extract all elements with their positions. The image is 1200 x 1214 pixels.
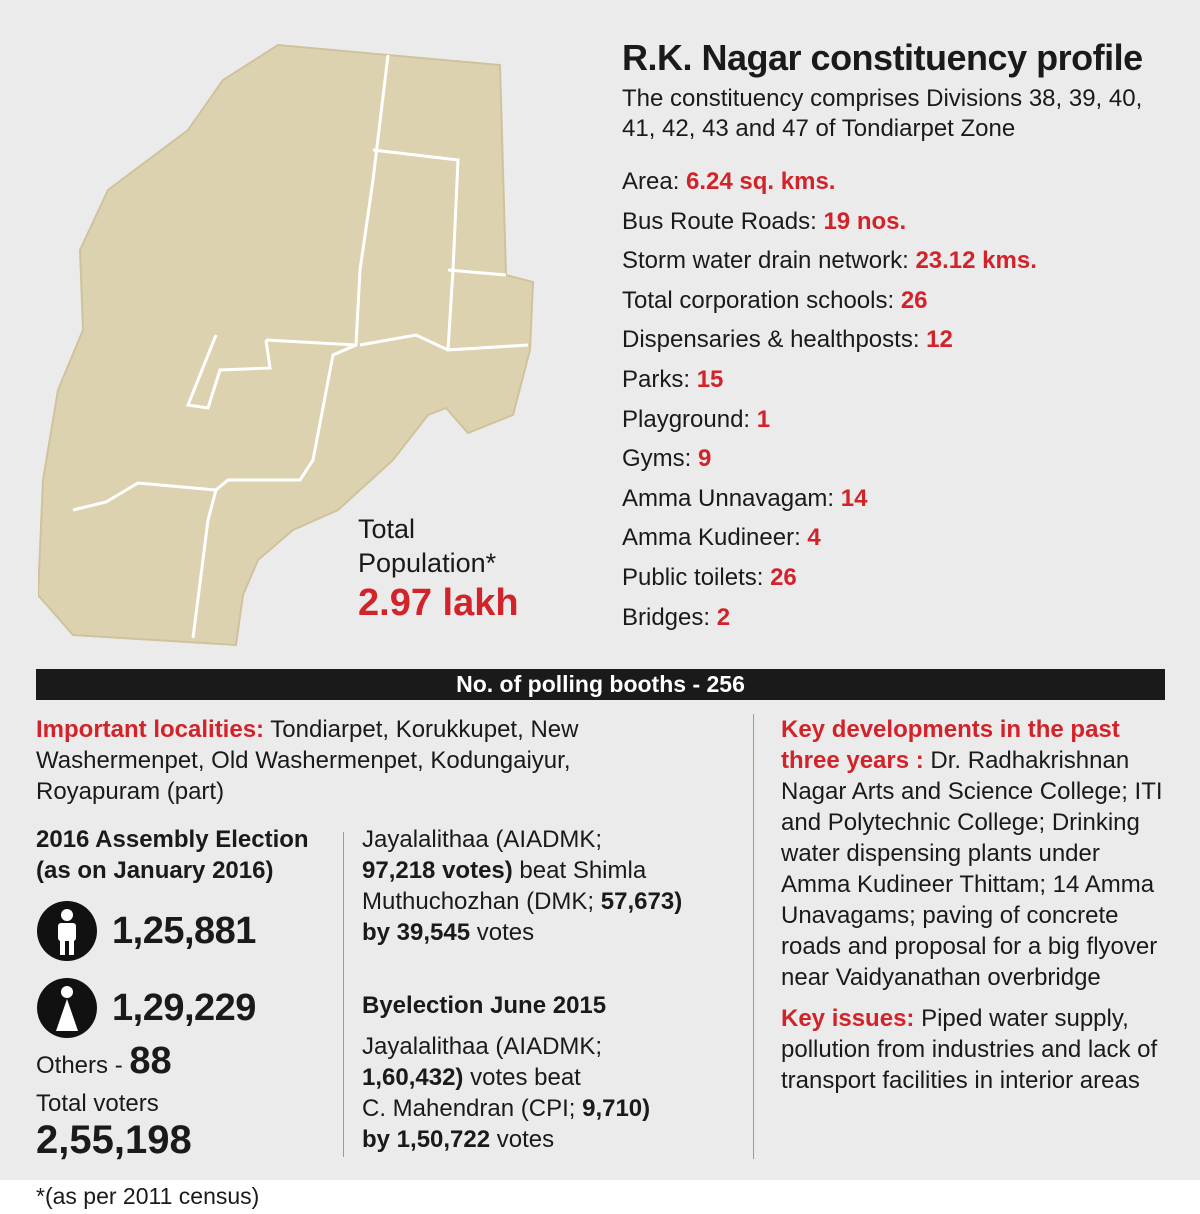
total-voters-label: Total voters <box>36 1090 159 1117</box>
result-2016-line <box>362 886 732 917</box>
result-2015-line <box>362 1062 732 1093</box>
population-value: 2.97 lakh <box>358 582 519 624</box>
winner-votes: 97,218 votes) <box>362 857 513 884</box>
female-voters-count: 1,29,229 <box>112 986 256 1029</box>
runner-up-votes: 9,710) <box>582 1095 651 1122</box>
election-title <box>36 824 336 886</box>
result-text: votes <box>470 919 535 946</box>
stat-bus-routes <box>622 202 1182 242</box>
election-title-line2: (as on January 2016) <box>36 857 274 884</box>
stat-label: Dispensaries & healthposts: <box>622 326 927 354</box>
stat-label: Parks: <box>622 365 697 393</box>
stat-value: 14 <box>840 484 868 512</box>
stat-value: 6.24 sq. kms. <box>686 168 836 195</box>
key-issues <box>781 1003 1171 1096</box>
others-voters <box>36 1040 172 1083</box>
byelection-heading: Byelection June 2015 <box>362 992 607 1019</box>
stat-label: Total corporation schools: <box>622 286 901 314</box>
column-divider <box>343 832 344 1157</box>
runner-up-votes: 57,673) <box>600 888 683 915</box>
profile-block <box>622 36 1182 637</box>
stat-area <box>622 162 1182 202</box>
others-label: Others - <box>36 1052 130 1079</box>
key-developments-text: Dr. Radhakrishnan Nagar Arts and Science College; ITI and Polytechnic College; Drinking water dispensing plants under Amma Kudineer Thittam; 14 Amma Unavagams; paving of concrete roads and proposal for a big flyover near Vaidyanathan overbridge <box>781 747 1163 991</box>
result-2015-line <box>362 1093 732 1124</box>
stat-label: Bus Route Roads: <box>622 207 824 235</box>
male-voters-count: 1,25,881 <box>112 909 256 952</box>
result-2015-line <box>362 1124 732 1155</box>
stat-amma-kudineer <box>622 518 1182 558</box>
stat-amma-unnavagam <box>622 479 1182 519</box>
stat-dispensaries <box>622 320 1182 360</box>
others-value: 88 <box>129 1040 172 1082</box>
stat-value: 19 nos. <box>823 207 907 235</box>
election-title-line1: 2016 Assembly Election <box>36 826 309 853</box>
key-issues-label: Key issues: <box>781 1005 915 1032</box>
population-block <box>358 512 598 626</box>
population-label-1: Total <box>358 514 416 544</box>
result-2016-line: Jayalalithaa (AIADMK; <box>362 826 603 853</box>
stat-schools <box>622 281 1182 321</box>
stat-label: Amma Kudineer: <box>622 524 808 552</box>
stat-playground <box>622 400 1182 440</box>
stat-label: Playground: <box>622 405 757 433</box>
stat-label: Area: <box>622 168 687 195</box>
stat-public-toilets <box>622 558 1182 598</box>
localities-text: Tondiarpet, Korukkupet, New Washermenpet, Old Washermenpet, Kodungaiyur, Royapuram (part) <box>36 716 579 805</box>
stat-value: 4 <box>807 524 821 552</box>
spacer <box>362 1021 732 1031</box>
result-2015 <box>362 990 732 1155</box>
stat-label: Public toilets: <box>622 563 771 591</box>
stat-storm-drain <box>622 241 1182 281</box>
footnote: *(as per 2011 census) <box>36 1183 260 1209</box>
result-text: votes beat <box>463 1064 581 1091</box>
page-title: R.K. Nagar constituency profile <box>622 37 1143 78</box>
stat-label: Gyms: <box>622 445 698 473</box>
important-localities <box>36 714 676 807</box>
key-column <box>781 714 1171 1096</box>
result-2016-line <box>362 917 732 948</box>
margin-votes: by 1,50,722 <box>362 1126 491 1153</box>
column-divider <box>753 714 754 1159</box>
stat-value: 23.12 kms. <box>915 247 1037 275</box>
result-2016 <box>362 824 732 948</box>
stat-value: 1 <box>756 405 771 433</box>
stat-gyms <box>622 439 1182 479</box>
stat-value: 26 <box>900 286 928 314</box>
stat-parks <box>622 360 1182 400</box>
stat-value: 12 <box>926 326 953 354</box>
stat-bridges <box>622 598 1182 638</box>
population-label-2: Population* <box>358 548 497 578</box>
result-text: Muthuchozhan (DMK; <box>362 888 601 915</box>
stat-label: Storm water drain network: <box>622 247 916 275</box>
male-voters-row <box>36 900 256 962</box>
winner-votes: 1,60,432) <box>362 1064 464 1091</box>
result-text: beat Shimla <box>512 857 647 884</box>
key-developments-label: Key developments in the past three years : <box>781 716 1120 774</box>
stat-value: 9 <box>698 445 712 473</box>
result-2015-line: Jayalalithaa (AIADMK; <box>362 1033 603 1060</box>
polling-booths-bar: No. of polling booths - 256 <box>36 669 1165 700</box>
key-issues-text: Piped water supply, pollution from industries and lack of transport facilities in interior areas <box>781 1005 1158 1094</box>
stat-value: 26 <box>770 563 797 591</box>
male-voter-icon <box>36 900 98 962</box>
female-voters-row <box>36 977 256 1039</box>
result-2016-line <box>362 855 732 886</box>
margin-votes: by 39,545 <box>362 919 471 946</box>
total-voters-value: 2,55,198 <box>36 1118 192 1162</box>
key-developments <box>781 714 1171 993</box>
stat-label: Amma Unnavagam: <box>622 484 841 512</box>
female-voter-icon <box>36 977 98 1039</box>
stat-value: 15 <box>696 365 724 393</box>
result-text: C. Mahendran (CPI; <box>362 1095 583 1122</box>
result-text: votes <box>490 1126 555 1153</box>
stat-value: 2 <box>716 603 731 631</box>
localities-label: Important localities: <box>36 716 265 743</box>
page-subtitle: The constituency comprises Divisions 38, 39, 40, 41, 42, 43 and 47 of Tondiarpet Zone <box>622 85 1143 142</box>
stat-label: Bridges: <box>622 603 717 631</box>
